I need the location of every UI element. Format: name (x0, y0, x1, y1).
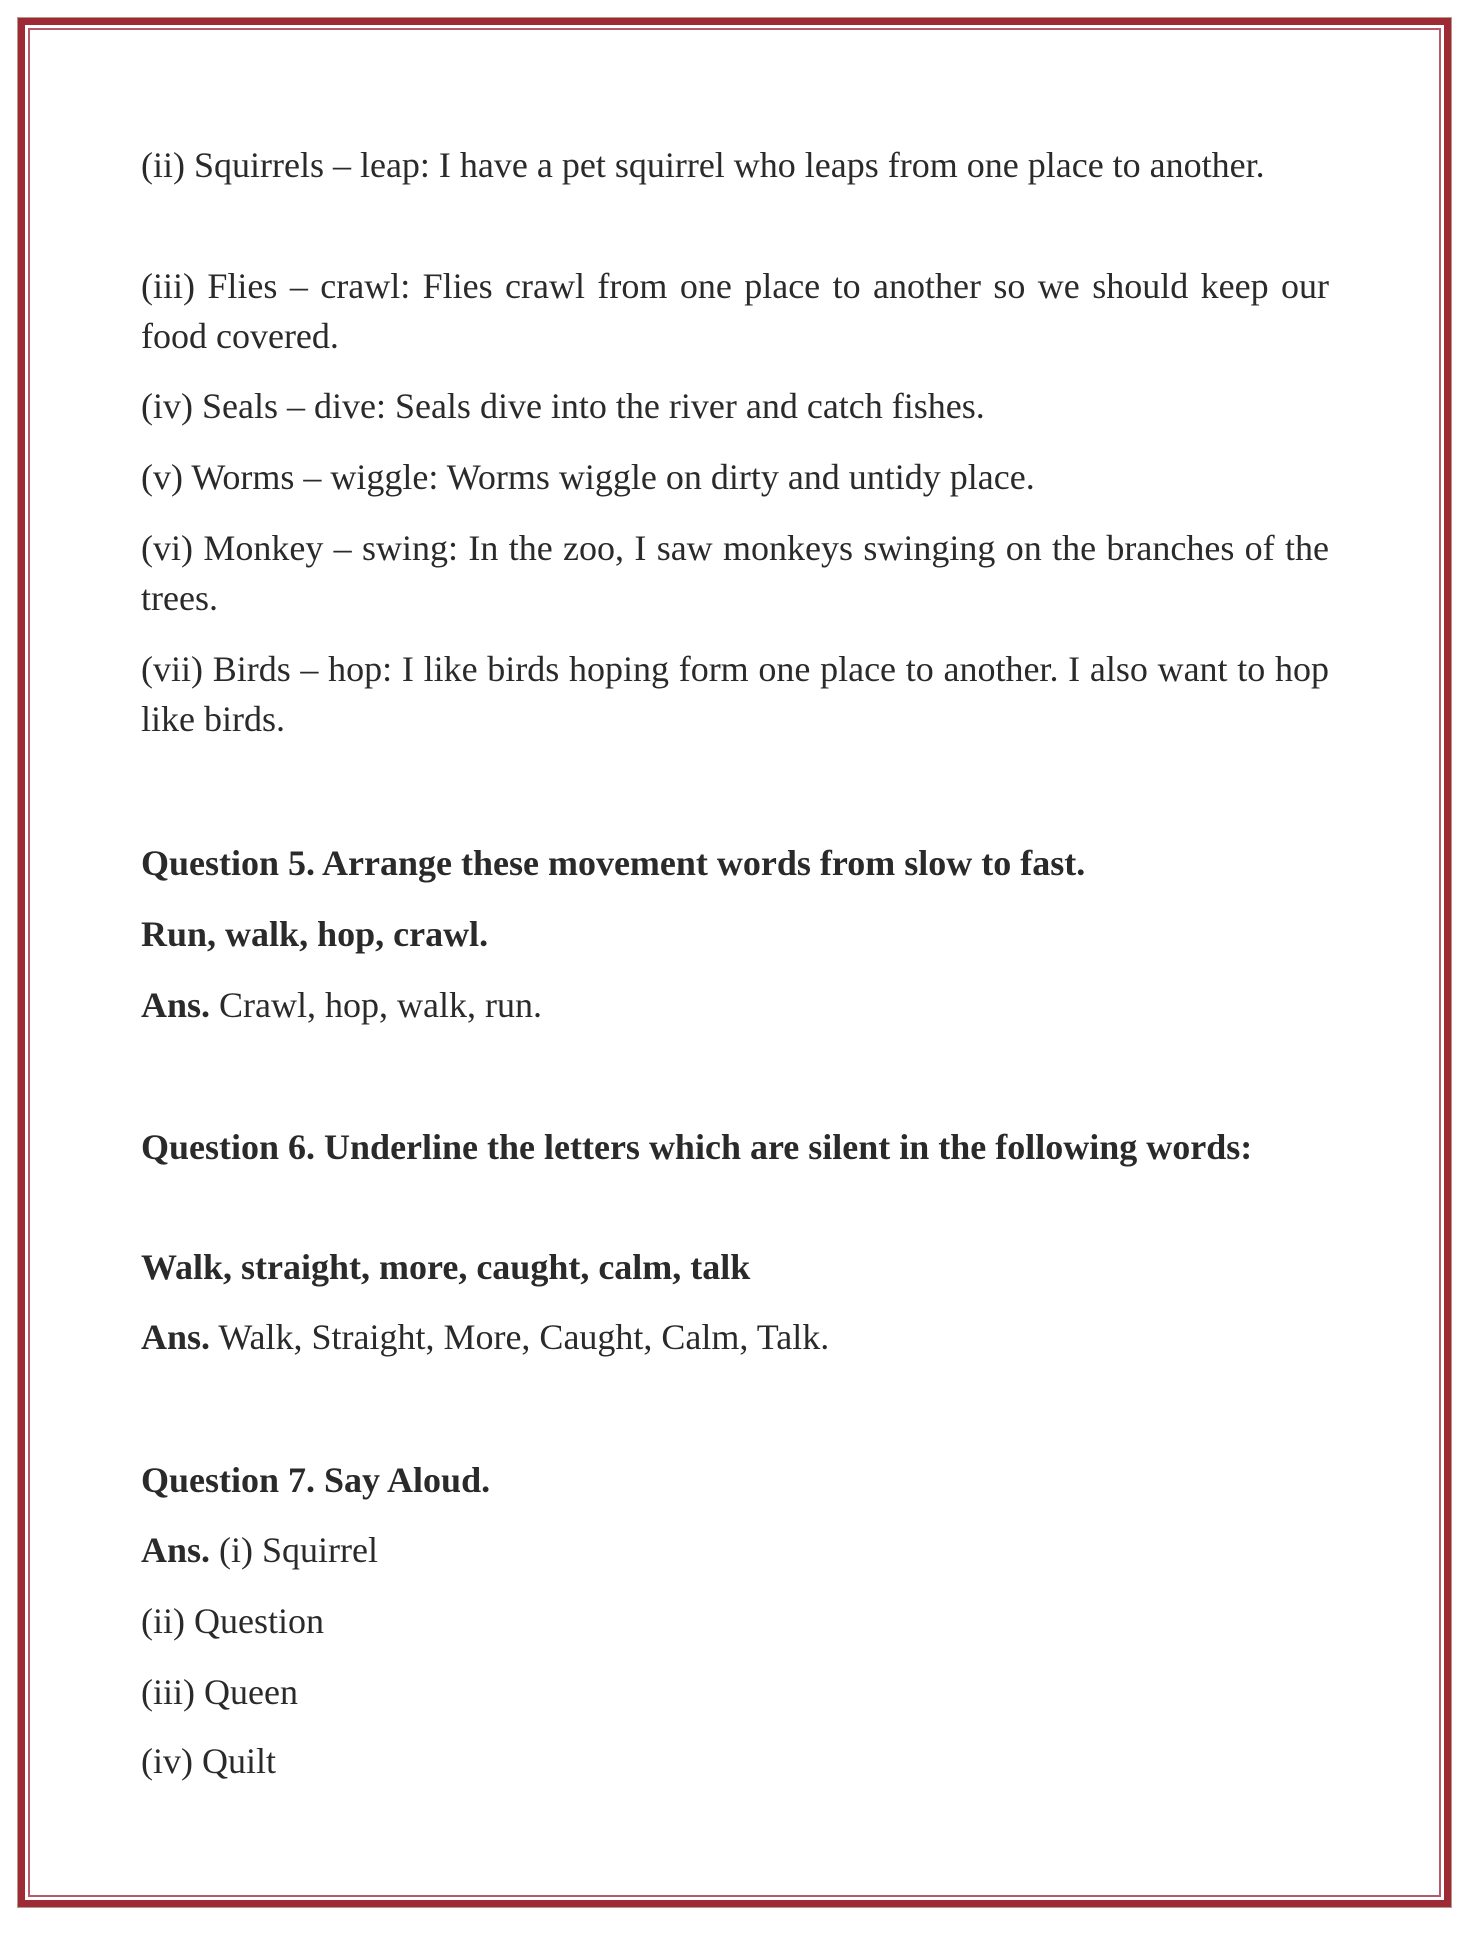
answer-label: Ans. (141, 1317, 211, 1357)
answer-item: (vi) Monkey – swing: In the zoo, I saw monkeys swinging on the branches of the trees. (141, 528, 1329, 618)
answer-item: (v) Worms – wiggle: Worms wiggle on dirty and untidy place. (141, 457, 1035, 497)
question-6-heading: Question 6. Underline the letters which are silent in the following words: (141, 1127, 1253, 1167)
answer-item: (iv) Seals – dive: Seals dive into the river and catch fishes. (141, 386, 985, 426)
answer-text: Crawl, hop, walk, run. (210, 985, 542, 1025)
answer-item: (vii) Birds – hop: I like birds hoping form one place to another. I also want to hop like birds. (141, 649, 1329, 739)
question-7-answer (141, 1525, 1329, 1575)
question-7-item: (iii) Queen (141, 1672, 298, 1712)
answer-text: Walk, Straight, More, Caught, Calm, Talk. (210, 1317, 830, 1357)
question-7-item: (iv) Quilt (141, 1741, 276, 1781)
answer-text: (i) Squirrel (210, 1530, 378, 1570)
answer-item: (iii) Flies – crawl: Flies crawl from one place to another so we should keep our food covered. (141, 266, 1329, 356)
question-7-item: (ii) Question (141, 1601, 324, 1641)
question-6-answer (141, 1312, 1329, 1362)
question-5-answer (141, 980, 1329, 1030)
answer-label: Ans. (141, 985, 211, 1025)
question-7-heading: Question 7. Say Aloud. (141, 1460, 491, 1500)
answer-label: Ans. (141, 1530, 211, 1570)
answer-item: (ii) Squirrels – leap: I have a pet squirrel who leaps from one place to another. (141, 145, 1265, 185)
question-5-heading: Question 5. Arrange these movement words from slow to fast. (141, 843, 1086, 883)
question-5-words: Run, walk, hop, crawl. (141, 914, 489, 954)
question-6-words: Walk, straight, more, caught, calm, talk (141, 1247, 751, 1287)
